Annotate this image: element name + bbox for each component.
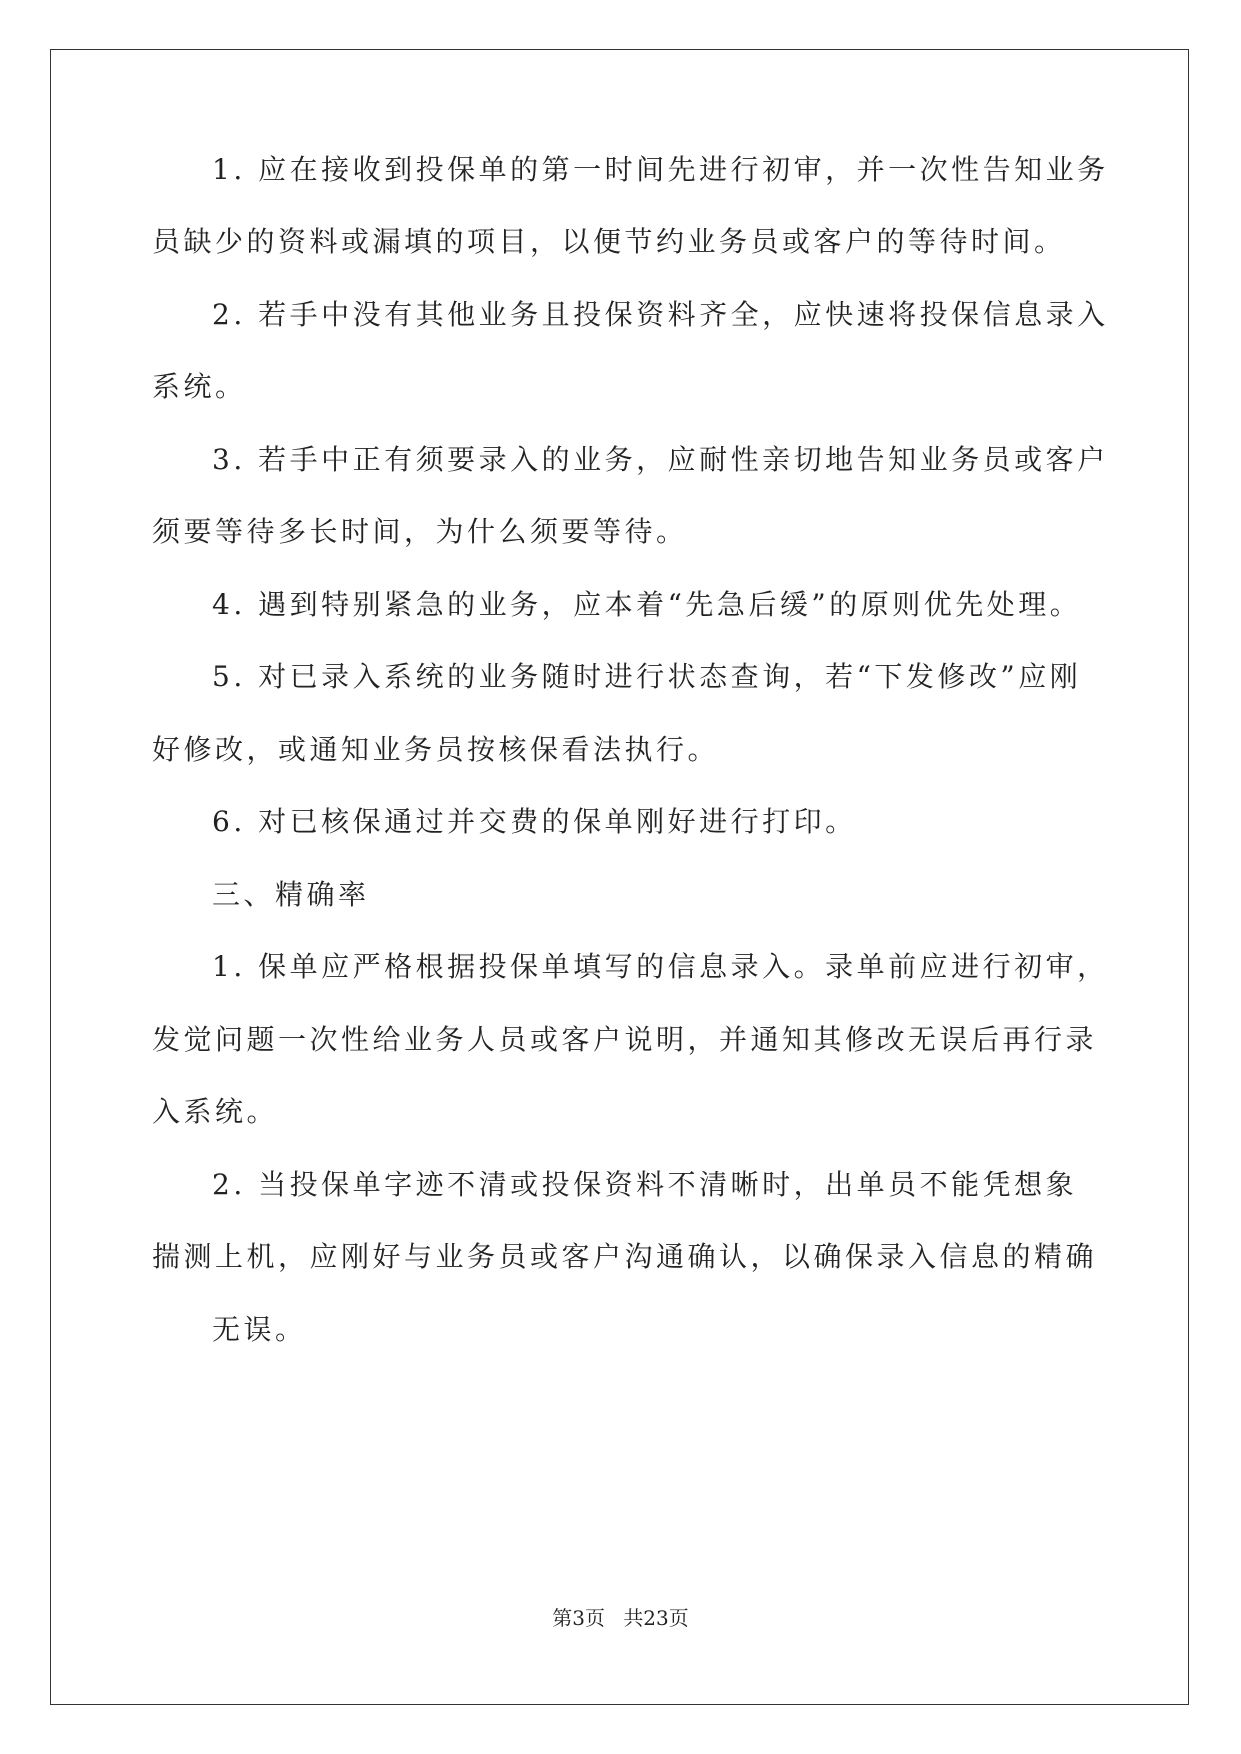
paragraph-line: 4. 遇到特别紧急的业务，应本着“先急后缓”的原则优先处理。 [212,588,1082,621]
paragraph-line: 入系统。 [152,1095,279,1128]
page-footer [0,1604,1241,1632]
paragraph-line: 须要等待多长时间，为什么须要等待。 [152,515,688,548]
paragraph-line: 3. 若手中正有须要录入的业务，应耐性亲切地告知业务员或客户 [212,443,1109,476]
paragraph-line: 6. 对已核保通过并交费的保单刚好进行打印。 [212,805,857,838]
paragraph-line: 系统。 [152,370,247,403]
paragraph-line: 发觉问题一次性给业务人员或客户说明，并通知其修改无误后再行录 [152,1023,1098,1056]
section-heading: 三、精确率 [212,878,370,911]
page-number-total: 共23页 [623,1606,689,1630]
paragraph-line: 1. 保单应严格根据投保单填写的信息录入。录单前应进行初审， [212,950,1109,983]
paragraph-line: 员缺少的资料或漏填的项目，以便节约业务员或客户的等待时间。 [152,225,1066,258]
paragraph-line: 2. 当投保单字迹不清或投保资料不清晰时，出单员不能凭想象 [212,1168,1078,1201]
paragraph-line: 无误。 [212,1313,307,1346]
paragraph-line: 好修改，或通知业务员按核保看法执行。 [152,733,720,766]
paragraph-line: 2. 若手中没有其他业务且投保资料齐全，应快速将投保信息录入 [212,298,1109,331]
page-number-current: 第3页 [552,1606,605,1630]
paragraph-line: 1. 应在接收到投保单的第一时间先进行初审，并一次性告知业务 [212,153,1109,186]
paragraph-line: 5. 对已录入系统的业务随时进行状态查询，若“下发修改”应刚 [212,660,1082,693]
paragraph-line: 揣测上机，应刚好与业务员或客户沟通确认，以确保录入信息的精确 [152,1240,1098,1273]
